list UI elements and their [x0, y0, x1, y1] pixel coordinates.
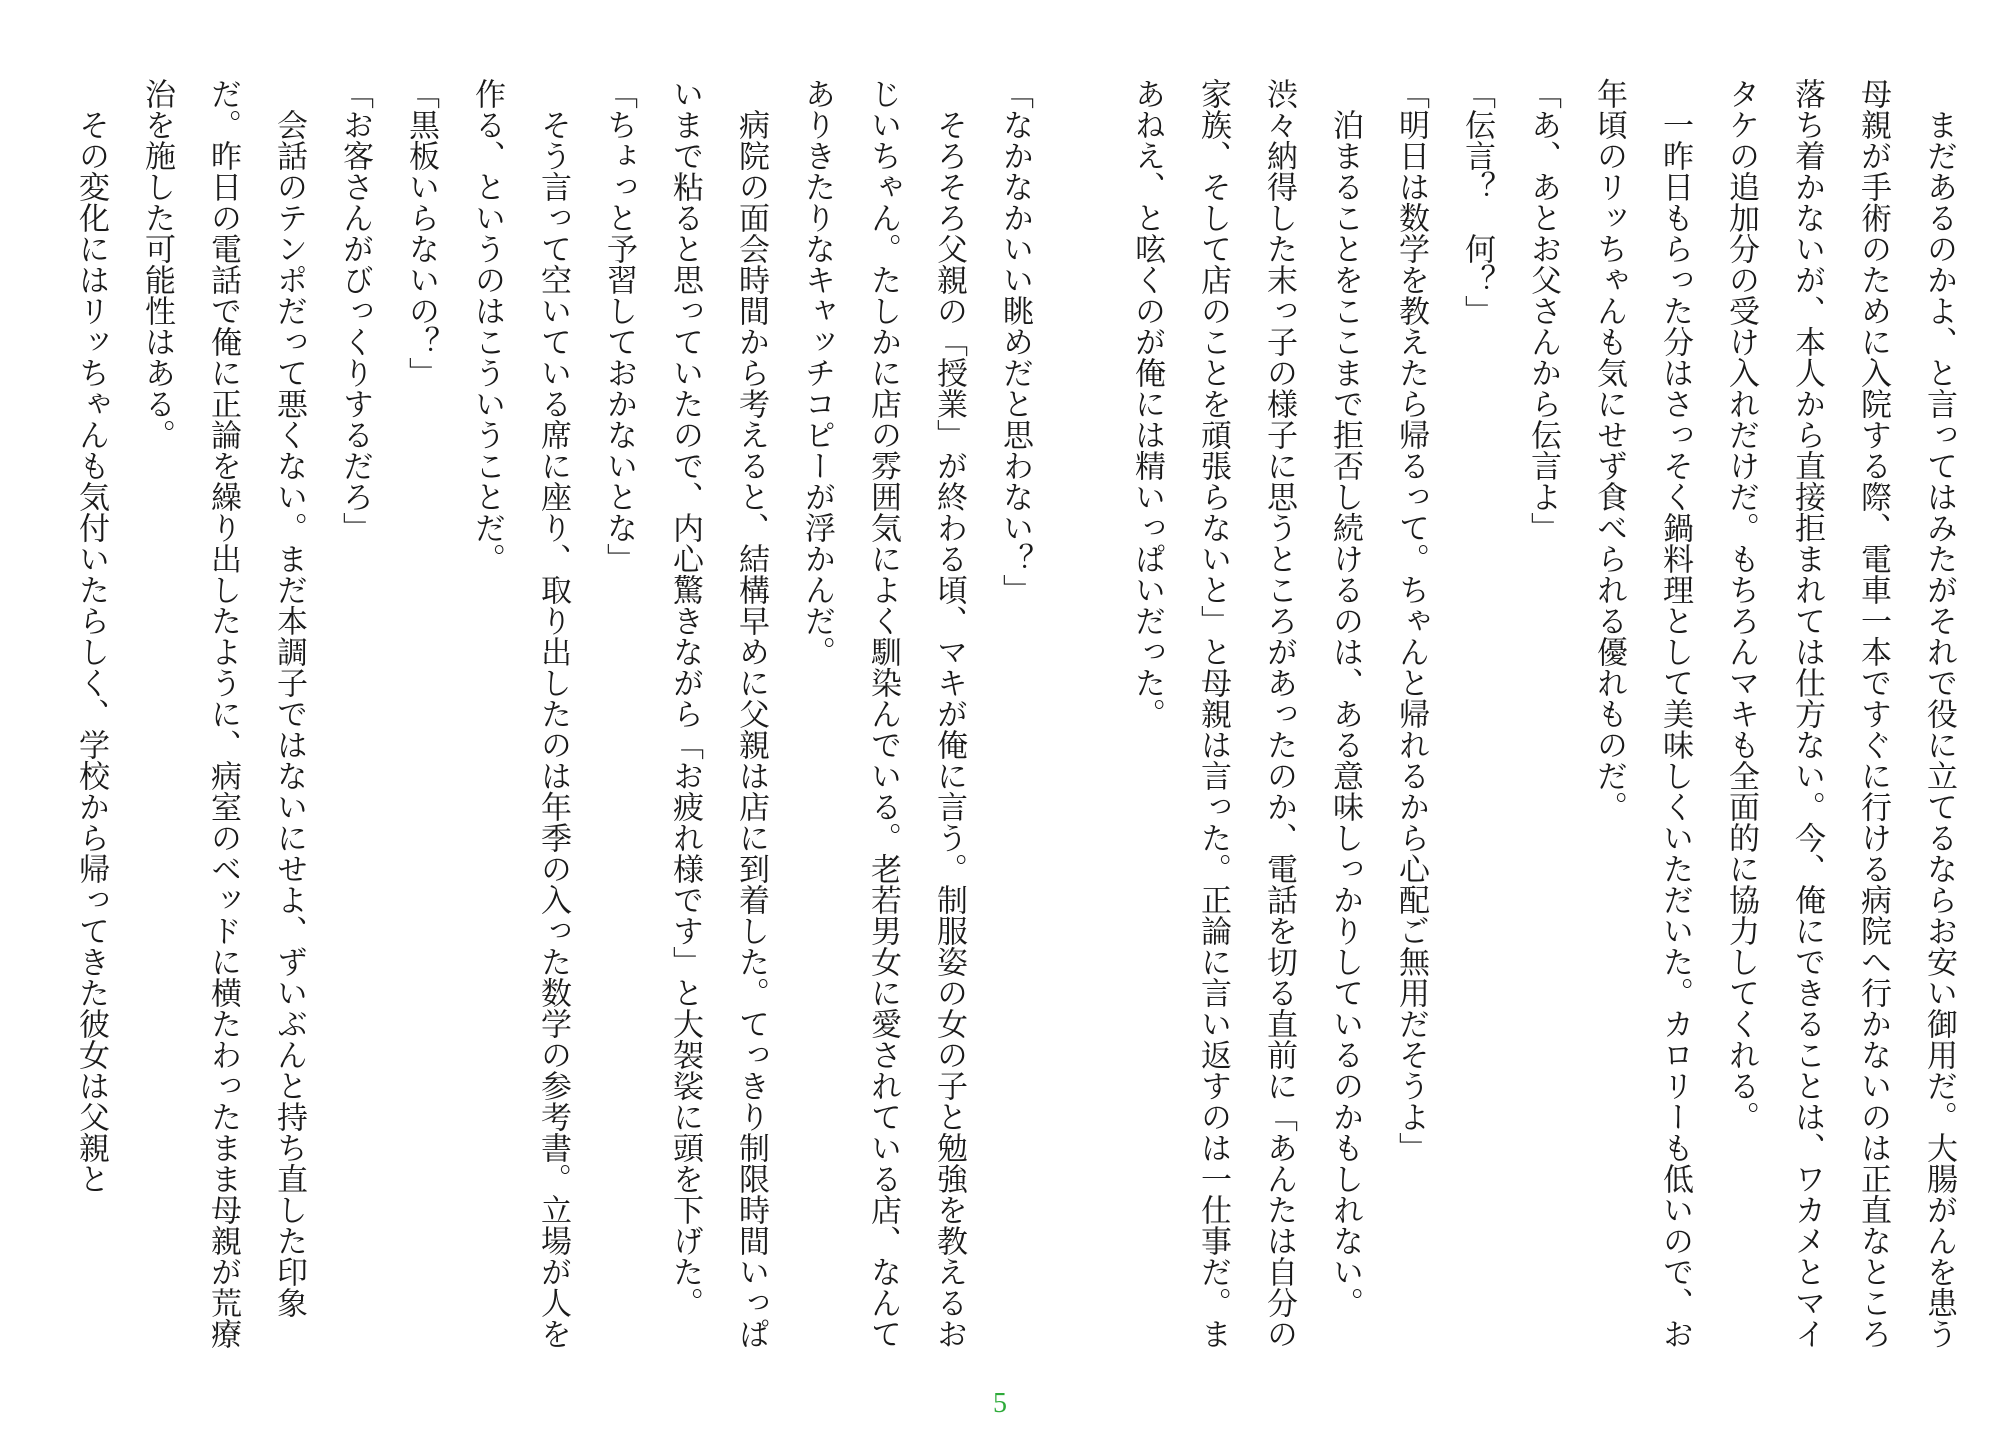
- dialogue-line: 「明日は数学を教えたら帰るって。ちゃんと帰れるから心配ご無用だそうよ」: [1393, 78, 1429, 1163]
- page-number: 5: [993, 1388, 1007, 1419]
- blank-line: [1048, 78, 1114, 1368]
- dialogue-line: 「なかなかいい眺めだと思わない？」: [997, 78, 1033, 605]
- dialogue-line: 「ちょっと予習しておかないとな」: [601, 78, 637, 574]
- paragraph: 一昨日もらった分はさっそく鍋料理として美味しくいただいた。カロリーも低いので、お年頃のリッちゃんも気にせず食べられる優れものだ。: [1591, 78, 1693, 1349]
- vertical-text-body: [12, 78, 1972, 1368]
- paragraph: 泊まることをここまで拒否し続けるのは、ある意味しっかりしているのかもしれない。渋々納得した末っ子の様子に思うところがあったのか、電話を切る直前に「あんたは自分の家族、そして店のことを頑張らないと」と母親は言った。正論に言い返すのは一仕事だ。まあねえ、と呟くのが俺には精いっぱいだった。: [1129, 78, 1363, 1349]
- paragraph: まだあるのかよ、と言ってはみたがそれで役に立てるならお安い御用だ。大腸がんを患う母親が手術のために入院する際、電車一本ですぐに行ける病院へ行かないのは正直なところ落ち着かないが、本人から直接拒まれては仕方ない。今、俺にできることは、ワカメとマイタケの追加分の受け入れだけだ。もちろんマキも全面的に協力してくれる。: [1723, 78, 1957, 1349]
- dialogue-line: 「黒板いらないの？」: [403, 78, 439, 388]
- paragraph: そう言って空いている席に座り、取り出したのは年季の入った数学の参考書。立場が人を作る、というのはこういうことだ。: [469, 78, 571, 1349]
- dialogue-line: 「伝言？ 何？」: [1459, 78, 1495, 326]
- dialogue-line: 「お客さんがびっくりするだろ」: [337, 78, 373, 543]
- paragraph: 会話のテンポだって悪くない。まだ本調子ではないにせよ、ずいぶんと持ち直した印象だ。昨日の電話で俺に正論を繰り出したように、病室のベッドに横たわったまま母親が荒療治を施した可能性はある。: [139, 78, 307, 1349]
- paragraph: そろそろ父親の「授業」が終わる頃、マキが俺に言う。制服姿の女の子と勉強を教えるおじいちゃん。たしかに店の雰囲気によく馴染んでいる。老若男女に愛されている店、なんてありきたりなキャッチコピーが浮かんだ。: [799, 78, 967, 1349]
- paragraph: 病院の面会時間から考えると、結構早めに父親は店に到着した。てっきり制限時間いっぱいまで粘ると思っていたので、内心驚きながら「お疲れ様です」と大袈裟に頭を下げた。: [667, 78, 769, 1349]
- paragraph: その変化にはリッちゃんも気付いたらしく、学校から帰ってきた彼女は父親と: [73, 109, 109, 1194]
- dialogue-line: 「あ、あとお父さんから伝言よ」: [1525, 78, 1561, 543]
